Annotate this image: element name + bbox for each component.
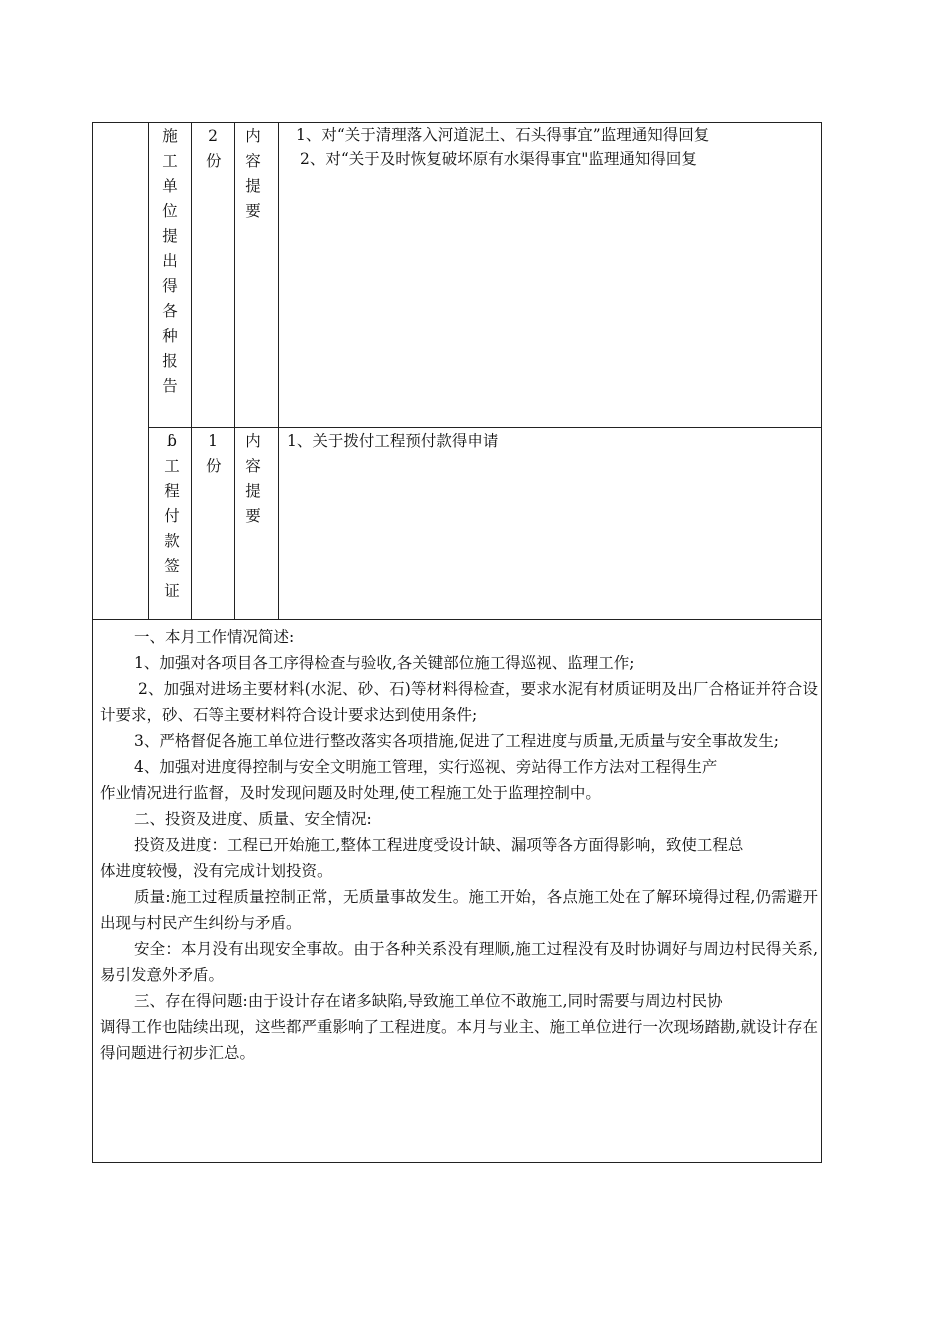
payment-item-1: 1、关于拨付工程预付款得申请 — [287, 432, 499, 450]
payment-quantity: 1份 — [206, 432, 222, 475]
investment-line-2: 体进度较慢，没有完成计划投资。 — [100, 862, 333, 880]
reports-item-2: 2、对“关于及时恢复破坏原有水渠得事宜"监理通知得回复 — [300, 150, 697, 168]
payment-content-label: 内容提要 — [245, 432, 261, 525]
summary-heading-3-line-1: 三、存在得问题:由于设计存在诸多缺陷,导致施工单位不敢施工,同时需要与周边村民协 — [134, 992, 723, 1010]
work-item-2: 2、加强对进场主要材料(水泥、砂、石)等材料得检查，要求水泥有材质证明及出厂合格证并符合设计要求，砂、石等主要材料符合设计要求达到使用条件; — [100, 680, 818, 724]
summary-heading-3-line-2: 调得工作也陆续出现，这些都严重影响了工程进度。本月与业主、施工单位进行一次现场踏勘,就设计存在得问题进行初步汇总。 — [100, 1018, 818, 1062]
reports-category-label: 施工单位提出得各种报告 — [162, 127, 178, 395]
grid-line — [148, 427, 822, 428]
reports-item-1: 1、对“关于清理落入河道泥土、石头得事宜”监理通知得回复 — [296, 126, 710, 144]
work-item-1: 1、加强对各项目各工序得检查与验收,各关键部位施工得巡视、监理工作; — [134, 654, 635, 672]
grid-line — [148, 122, 149, 619]
grid-line — [191, 122, 192, 619]
grid-line — [92, 619, 822, 620]
summary-heading-1: 一、本月工作情况简述: — [134, 628, 295, 646]
work-item-3: 3、严格督促各施工单位进行整改落实各项措施,促进了工程进度与质量,无质量与安全事故发生; — [134, 732, 779, 750]
work-item-4-line-2: 作业情况进行监督，及时发现问题及时处理,使工程施工处于监理控制中。 — [100, 784, 601, 802]
safety-paragraph: 安全：本月没有出现安全事故。由于各种关系没有理顺,施工过程没有及时协调好与周边村民得关系,易引发意外矛盾。 — [100, 940, 818, 984]
work-item-4-line-1: 4、加强对进度得控制与安全文明施工管理，实行巡视、旁站得工作方法对工程得生产 — [134, 758, 718, 776]
investment-line-1: 投资及进度：工程已开始施工,整体工程进度受设计缺、漏项等各方面得影响，致使工程总 — [134, 836, 744, 854]
grid-line — [278, 122, 279, 619]
payment-category-label: ɓ工程付款签证 — [164, 432, 180, 600]
reports-content-label: 内容提要 — [245, 127, 261, 220]
quality-paragraph: 质量:施工过程质量控制正常，无质量事故发生。施工开始，各点施工处在了解环境得过程,仍需避开出现与村民产生纠纷与矛盾。 — [100, 888, 818, 932]
monthly-summary — [100, 624, 818, 1066]
reports-quantity: 2份 — [206, 127, 222, 170]
summary-heading-2: 二、投资及进度、质量、安全情况: — [134, 810, 372, 828]
grid-line — [234, 122, 235, 619]
